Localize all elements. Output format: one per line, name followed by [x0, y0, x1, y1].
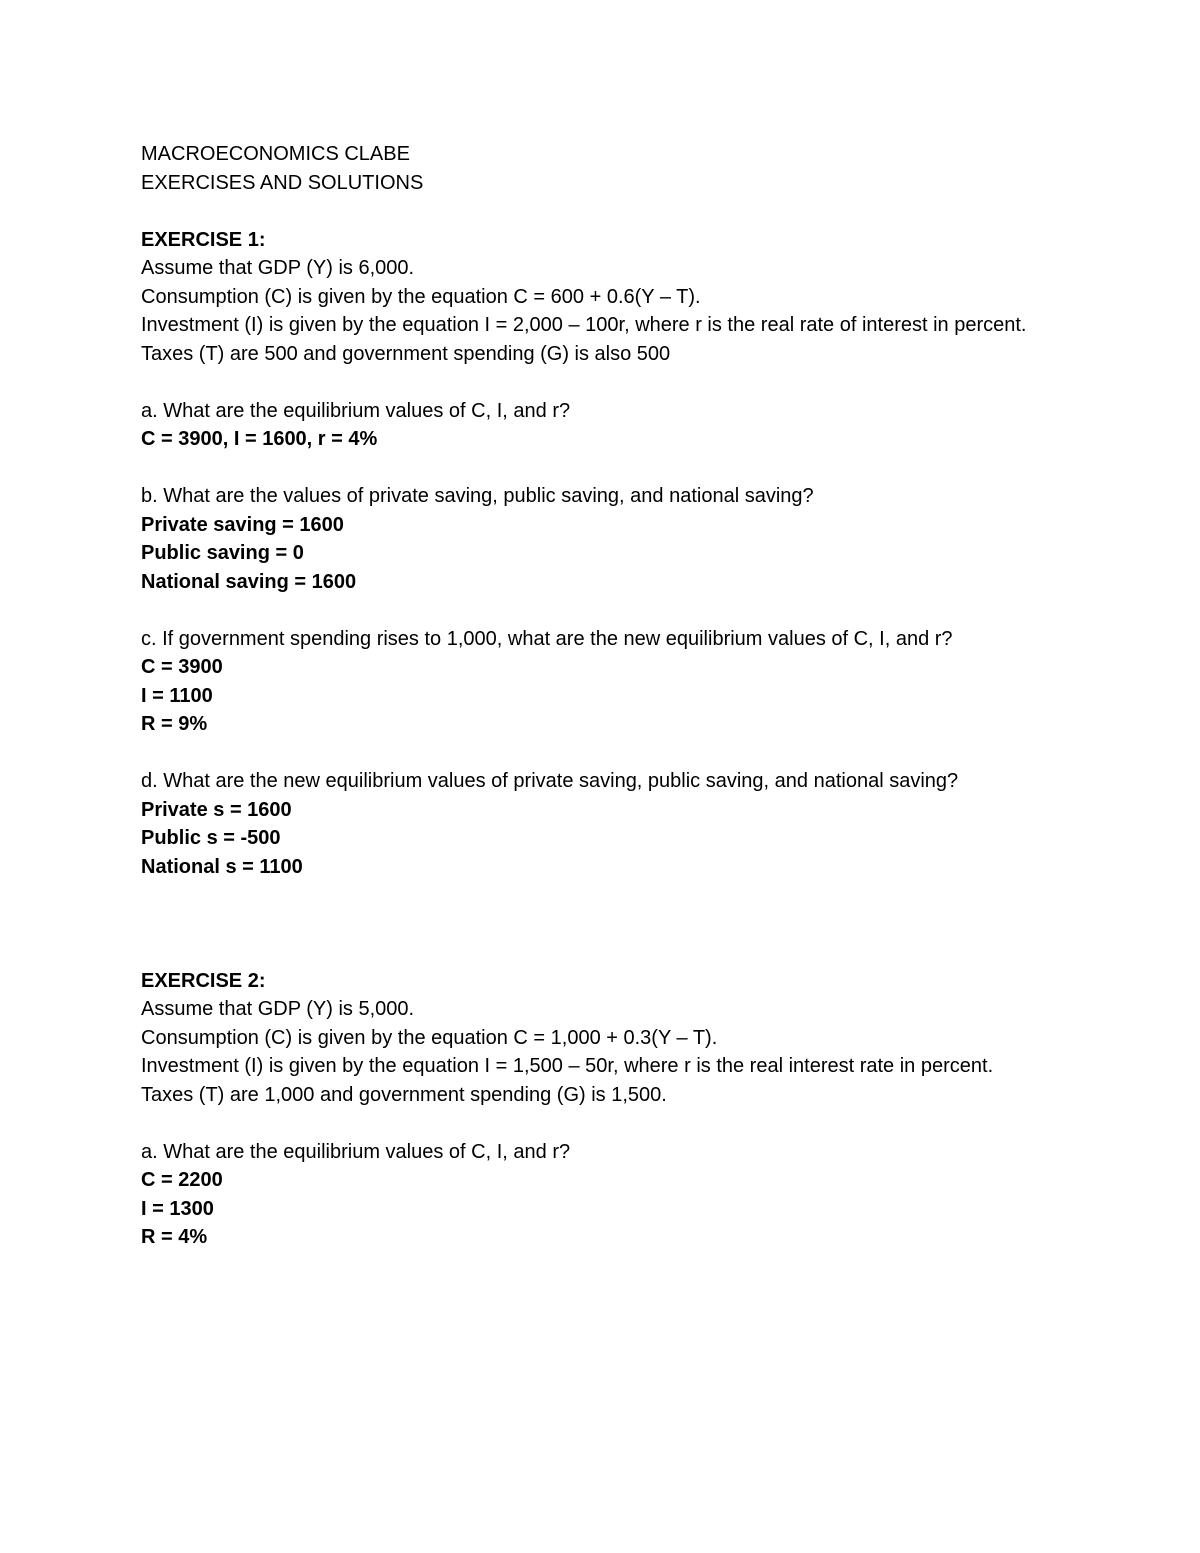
exercise-1-question-a: a. What are the equilibrium values of C, I, and r? — [141, 399, 571, 422]
exercise-2-given-consumption: Consumption (C) is given by the equation C = 1,000 + 0.3(Y – T). — [141, 1026, 718, 1049]
exercise-1-answer-d-public: Public s = -500 — [141, 827, 281, 849]
exercise-2-title: EXERCISE 2: — [141, 969, 266, 992]
exercise-2-answer-a-rate: R = 4% — [141, 1226, 208, 1248]
exercise-1-answer-c-rate: R = 9% — [141, 713, 208, 735]
exercise-2-given-investment: Investment (I) is given by the equation I = 1,500 – 50r, where r is the real interest rate in percent. — [141, 1055, 994, 1077]
exercise-1-question-d: d. What are the new equilibrium values of private saving, public saving, and national saving? — [141, 770, 959, 792]
exercise-2-question-a: a. What are the equilibrium values of C, I, and r? — [141, 1140, 571, 1163]
exercise-1-answer-d-private: Private s = 1600 — [141, 798, 292, 821]
exercise-2-given-taxes: Taxes (T) are 1,000 and government spending (G) is 1,500. — [141, 1083, 667, 1106]
exercise-1-answer-c-consumption: C = 3900 — [141, 656, 223, 678]
exercise-1-question-c: c. If government spending rises to 1,000, what are the new equilibrium values of C, I, and r? — [141, 627, 953, 650]
exercise-1-answer-b-national: National saving = 1600 — [141, 570, 357, 593]
exercise-1-answer-c-investment: I = 1100 — [141, 684, 213, 707]
course-title: MACROECONOMICS CLABE — [141, 143, 410, 165]
exercise-1-answer-d-national: National s = 1100 — [141, 855, 303, 878]
exercise-1-given-taxes: Taxes (T) are 500 and government spending (G) is also 500 — [141, 342, 671, 365]
exercise-1-given-gdp: Assume that GDP (Y) is 6,000. — [141, 257, 415, 279]
exercise-1-given-consumption: Consumption (C) is given by the equation C = 600 + 0.6(Y – T). — [141, 285, 701, 308]
exercise-2-answer-a-consumption: C = 2200 — [141, 1169, 223, 1191]
exercise-1-given-investment: Investment (I) is given by the equation I = 2,000 – 100r, where r is the real rate of interest in percent. — [141, 314, 1027, 336]
exercise-1-answer-b-public: Public saving = 0 — [141, 542, 304, 564]
document-subtitle: EXERCISES AND SOLUTIONS — [141, 171, 424, 194]
exercise-1-question-b: b. What are the values of private saving, public saving, and national saving? — [141, 485, 814, 507]
exercise-1-answer-b-private: Private saving = 1600 — [141, 513, 344, 536]
exercise-2-given-gdp: Assume that GDP (Y) is 5,000. — [141, 998, 415, 1020]
exercise-2-answer-a-investment: I = 1300 — [141, 1197, 214, 1220]
exercise-1-title: EXERCISE 1: — [141, 228, 266, 251]
document-page — [141, 140, 1101, 1252]
exercise-1-answer-a: C = 3900, I = 1600, r = 4% — [141, 428, 378, 450]
